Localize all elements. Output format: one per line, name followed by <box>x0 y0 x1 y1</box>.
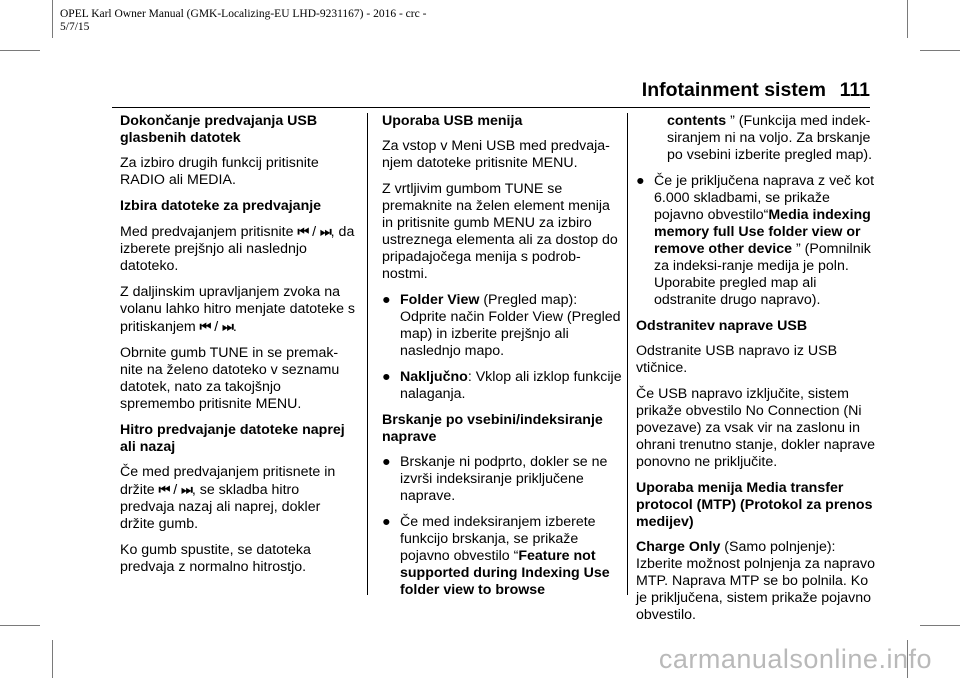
heading-mtp-menu: Uporaba menija Media transfer protocol (MTP) (Protokol za prenos medijev) <box>636 480 873 530</box>
paragraph: Z daljinskim upravljanjem zvoka na volanu lahko hitro menjate datoteke s pritiskanjem ⏮ / ⏭. <box>120 284 356 335</box>
column-divider <box>627 113 628 595</box>
print-metadata: OPEL Karl Owner Manual (GMK-Localizing-EU LHD-9231167) - 2016 - crc - 5/7/15 <box>60 8 427 33</box>
header-rule <box>112 107 870 108</box>
watermark: carmanualsonline.info <box>658 644 932 674</box>
bullet-icon: ● <box>382 369 391 385</box>
crop-mark <box>0 625 40 626</box>
paragraph: Ko gumb spustite, se datoteka predvaja z normalno hitrostjo. <box>120 542 311 575</box>
crop-mark <box>0 50 40 51</box>
skip-forward-icon: ⏭ <box>181 482 192 497</box>
heading-remove-usb: Odstranitev naprave USB <box>636 318 808 334</box>
column-divider <box>367 113 368 595</box>
skip-back-icon: ⏮ <box>199 319 211 334</box>
column-3 <box>636 113 876 633</box>
paragraph: Med predvajanjem pritisnite ⏮ / ⏭, da izberete prejšnjo ali naslednjo datoteko. <box>120 224 355 274</box>
paragraph: Charge Only (Samo polnjenje): Izberite možnost polnjenja za napravo MTP. Naprava MTP se bo polnila. Ko je priključena, sistem prikaže pojavno obvestilo. <box>636 539 875 623</box>
list-item: ● Če med indeksiranjem izberete funkcijo brskanja, se prikaže pojavno obvestilo “Feature not supported during Indexing Use folder view to browse <box>382 514 610 598</box>
column-1 <box>120 113 356 585</box>
crop-mark <box>907 0 908 38</box>
paragraph: Odstranite USB napravo iz USB vtičnice. <box>636 343 838 376</box>
crop-mark <box>52 640 53 678</box>
skip-forward-icon: ⏭ <box>319 224 331 239</box>
paragraph: Če med predvajanjem pritisnete in držite ⏮ / ⏭, se skladba hitro predvaja nazaj ali naprej, dokler držite gumb. <box>120 464 336 532</box>
paragraph: Za izbiro drugih funkcij pritisnite RADIO ali MEDIA. <box>120 155 319 188</box>
list-item: ● Če je priključena naprava z več kot 6.000 skladbami, se prikaže pojavno obvestilo“Media indexing memory full Use folder view or remove other device ” (Pomnilnik za indeksi-ranje medija je poln. Uporabite pregled map ali odstranite drugo napravo). <box>636 173 875 308</box>
heading-finish-usb-playback: Dokončanje predvajanja USB glasbenih datotek <box>120 113 318 146</box>
bullet-icon: ● <box>636 173 645 189</box>
bullet-icon: ● <box>382 454 391 470</box>
skip-back-icon: ⏮ <box>297 224 309 239</box>
heading-browse-indexing: Brskanje po vsebini/indeksiranje naprave <box>382 412 603 445</box>
bullet-icon: ● <box>382 514 391 530</box>
paragraph: Z vrtljivim gumbom TUNE se premaknite na želen element menija in pritisnite gumb MENU za izbiro ustreznega elementa ali za dostop do pripadajočega menija s podrob-nostmi. <box>382 181 618 282</box>
heading-usb-menu: Uporaba USB menija <box>382 113 523 129</box>
skip-forward-icon: ⏭ <box>222 319 233 334</box>
list-item-continuation: contents ” (Funkcija med indek-siranjem ni na voljo. Za brskanje po vsebini izberite pregled map). <box>667 113 873 163</box>
list-item: ● Folder View (Pregled map): Odprite način Folder View (Pregled map) in izberite prejšnjo ali naslednjo mapo. <box>382 292 621 359</box>
skip-back-icon: ⏮ <box>158 482 170 497</box>
bullet-icon: ● <box>382 292 391 308</box>
heading-fast-forward-rewind: Hitro predvajanje datoteke naprej ali nazaj <box>120 422 345 455</box>
paragraph: Za vstop v Meni USB med predvaja-njem datoteke pritisnite MENU. <box>382 138 610 171</box>
heading-select-file: Izbira datoteke za predvajanje <box>120 198 322 214</box>
paragraph: Obrnite gumb TUNE in se premak-nite na želeno datoteko v seznamu datotek, nato za takojšnjo spremembo pritisnite MENU. <box>120 345 340 412</box>
paragraph: Če USB napravo izključite, sistem prikaže obvestilo No Connection (Ni povezave) za vsak vir na zaslonu in ohrani trenutno stanje, dokler naprave ponovno ne priključite. <box>636 386 875 470</box>
page-number: 111 <box>839 79 870 101</box>
crop-mark <box>920 50 960 51</box>
crop-mark <box>52 0 53 38</box>
list-item: ● Brskanje ni podprto, dokler se ne izvrši indeksiranje priključene naprave. <box>382 454 608 504</box>
column-2 <box>382 113 622 608</box>
section-title: Infotainment sistem <box>641 79 826 101</box>
list-item: ● Naključno: Vklop ali izklop funkcije nalaganja. <box>382 369 622 402</box>
crop-mark <box>920 625 960 626</box>
